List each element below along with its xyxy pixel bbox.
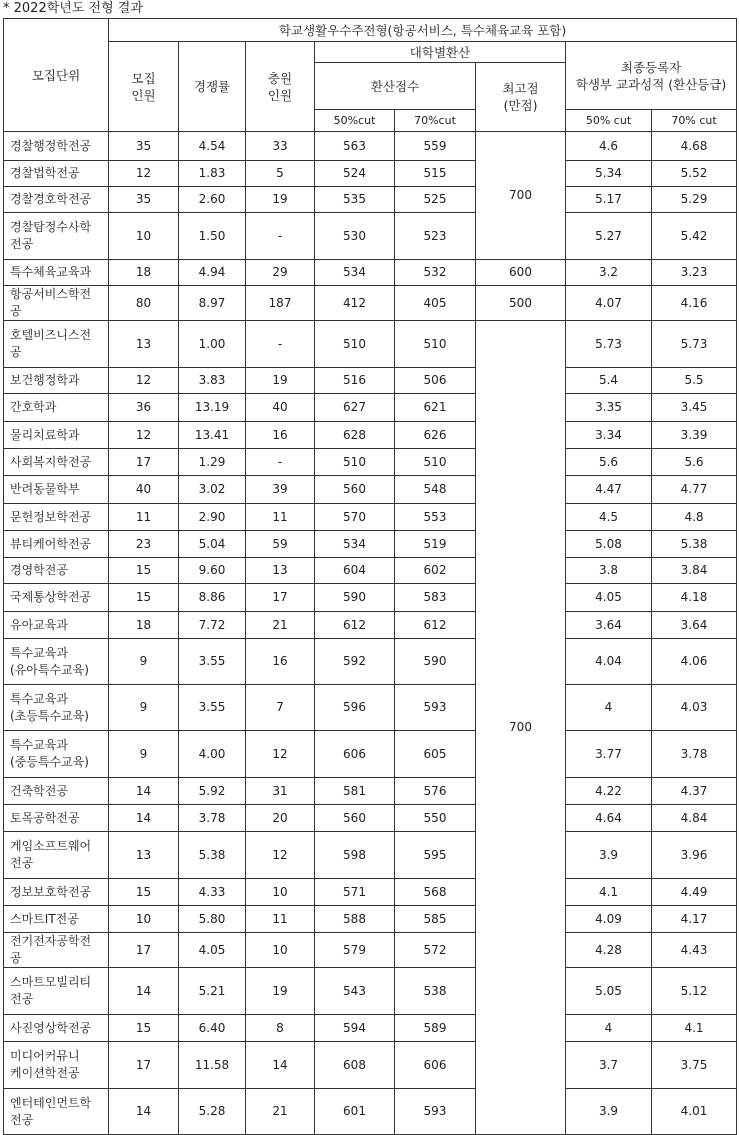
score-70-cell: 525 <box>395 187 476 213</box>
grade-70-cell: 3.78 <box>652 731 737 778</box>
table-row <box>4 731 737 778</box>
unit-name: 토목공학전공 <box>4 805 109 832</box>
score-50-cell: 601 <box>315 1089 395 1135</box>
table-header <box>4 19 737 132</box>
score-70-cell: 605 <box>395 731 476 778</box>
grade-70-cell: 5.12 <box>652 968 737 1015</box>
filled-cell: 40 <box>246 394 315 422</box>
unit-name: 특수교육과 (중등특수교육) <box>4 731 109 778</box>
quota-cell: 23 <box>109 531 179 558</box>
score-50-cell: 524 <box>315 161 395 187</box>
quota-cell: 10 <box>109 906 179 933</box>
header-conv-score: 환산점수 <box>315 63 476 110</box>
grade-70-cell: 5.6 <box>652 449 737 476</box>
grade-70-cell: 4.84 <box>652 805 737 832</box>
table-row <box>4 933 737 968</box>
rate-cell: 6.40 <box>179 1015 246 1042</box>
grade-50-cell: 4.05 <box>566 584 652 612</box>
grade-50-cell: 5.05 <box>566 968 652 1015</box>
table-row <box>4 394 737 422</box>
header-group: 학교생활우수주전형(항공서비스, 특수체육교육 포함) <box>109 19 737 42</box>
grade-70-cell: 5.38 <box>652 531 737 558</box>
grade-70-cell: 3.75 <box>652 1042 737 1089</box>
filled-cell: 19 <box>246 187 315 213</box>
unit-name: 전기전자공학전공 <box>4 933 109 968</box>
table-row <box>4 1042 737 1089</box>
unit-name: 건축학전공 <box>4 778 109 805</box>
quota-cell: 17 <box>109 1042 179 1089</box>
filled-cell: 59 <box>246 531 315 558</box>
quota-cell: 14 <box>109 805 179 832</box>
filled-cell: 10 <box>246 933 315 968</box>
unit-name: 게임소프트웨어전공 <box>4 832 109 879</box>
unit-name: 문헌정보학전공 <box>4 504 109 531</box>
grade-70-cell: 4.16 <box>652 286 737 321</box>
score-50-cell: 588 <box>315 906 395 933</box>
unit-name: 호텔비즈니스전공 <box>4 321 109 368</box>
grade-50-cell: 4.28 <box>566 933 652 968</box>
grade-50-cell: 5.17 <box>566 187 652 213</box>
rate-cell: 4.94 <box>179 260 246 286</box>
rate-cell: 1.00 <box>179 321 246 368</box>
grade-50-cell: 4.1 <box>566 879 652 906</box>
grade-70-cell: 4.68 <box>652 132 737 161</box>
rate-cell: 4.05 <box>179 933 246 968</box>
quota-cell: 10 <box>109 213 179 260</box>
score-70-cell: 606 <box>395 1042 476 1089</box>
grade-70-cell: 5.29 <box>652 187 737 213</box>
grade-70-cell: 5.42 <box>652 213 737 260</box>
table-row <box>4 558 737 584</box>
grade-50-cell: 3.9 <box>566 832 652 879</box>
quota-cell: 11 <box>109 504 179 531</box>
header-univ-conv: 대학별환산 <box>315 42 566 63</box>
score-50-cell: 571 <box>315 879 395 906</box>
quota-cell: 35 <box>109 132 179 161</box>
quota-cell: 35 <box>109 187 179 213</box>
unit-name: 반려동물학부 <box>4 476 109 504</box>
score-50-cell: 516 <box>315 368 395 394</box>
table-row <box>4 906 737 933</box>
quota-cell: 9 <box>109 639 179 685</box>
score-70-cell: 510 <box>395 321 476 368</box>
quota-cell: 18 <box>109 260 179 286</box>
score-50-cell: 543 <box>315 968 395 1015</box>
score-70-cell: 519 <box>395 531 476 558</box>
grade-50-cell: 4.64 <box>566 805 652 832</box>
rate-cell: 5.38 <box>179 832 246 879</box>
table-row <box>4 321 737 368</box>
table-row <box>4 968 737 1015</box>
rate-cell: 1.29 <box>179 449 246 476</box>
score-70-cell: 626 <box>395 422 476 449</box>
score-70-cell: 538 <box>395 968 476 1015</box>
rate-cell: 4.54 <box>179 132 246 161</box>
grade-50-cell: 4.04 <box>566 639 652 685</box>
score-50-cell: 627 <box>315 394 395 422</box>
table-row <box>4 422 737 449</box>
score-70-cell: 548 <box>395 476 476 504</box>
quota-cell: 15 <box>109 879 179 906</box>
rate-cell: 3.83 <box>179 368 246 394</box>
unit-name: 유아교육과 <box>4 612 109 639</box>
rate-cell: 8.97 <box>179 286 246 321</box>
grade-50-cell: 5.4 <box>566 368 652 394</box>
grade-50-cell: 3.7 <box>566 1042 652 1089</box>
unit-name: 특수체육교육과 <box>4 260 109 286</box>
score-70-cell: 576 <box>395 778 476 805</box>
table-row <box>4 879 737 906</box>
score-50-cell: 594 <box>315 1015 395 1042</box>
grade-70-cell: 3.23 <box>652 260 737 286</box>
filled-cell: - <box>246 213 315 260</box>
table-row <box>4 161 737 187</box>
unit-name: 국제통상학전공 <box>4 584 109 612</box>
table-row <box>4 639 737 685</box>
table-row <box>4 132 737 161</box>
rate-cell: 2.60 <box>179 187 246 213</box>
score-70-cell: 515 <box>395 161 476 187</box>
quota-cell: 36 <box>109 394 179 422</box>
score-50-cell: 570 <box>315 504 395 531</box>
score-70-cell: 550 <box>395 805 476 832</box>
quota-cell: 18 <box>109 612 179 639</box>
unit-name: 특수교육과 (유아특수교육) <box>4 639 109 685</box>
quota-cell: 15 <box>109 558 179 584</box>
table-row <box>4 286 737 321</box>
table-row <box>4 213 737 260</box>
header-filled: 충원 인원 <box>246 42 315 132</box>
filled-cell: 14 <box>246 1042 315 1089</box>
header-unit: 모집단위 <box>4 19 109 132</box>
quota-cell: 14 <box>109 778 179 805</box>
rate-cell: 5.28 <box>179 1089 246 1135</box>
grade-70-cell: 4.17 <box>652 906 737 933</box>
score-50-cell: 592 <box>315 639 395 685</box>
filled-cell: 20 <box>246 805 315 832</box>
quota-cell: 12 <box>109 368 179 394</box>
score-70-cell: 593 <box>395 685 476 731</box>
filled-cell: 13 <box>246 558 315 584</box>
table-row <box>4 187 737 213</box>
max-score-cell: 700 <box>476 132 566 260</box>
unit-name: 사진영상학전공 <box>4 1015 109 1042</box>
score-50-cell: 510 <box>315 321 395 368</box>
table-row <box>4 1089 737 1135</box>
filled-cell: 21 <box>246 1089 315 1135</box>
score-70-cell: 585 <box>395 906 476 933</box>
grade-50-cell: 4.22 <box>566 778 652 805</box>
table-row <box>4 260 737 286</box>
grade-70-cell: 4.8 <box>652 504 737 531</box>
score-50-cell: 534 <box>315 260 395 286</box>
unit-name: 스마트IT전공 <box>4 906 109 933</box>
rate-cell: 4.00 <box>179 731 246 778</box>
quota-cell: 13 <box>109 832 179 879</box>
quota-cell: 80 <box>109 286 179 321</box>
unit-name: 엔터테인먼트학전공 <box>4 1089 109 1135</box>
rate-cell: 3.55 <box>179 685 246 731</box>
rate-cell: 11.58 <box>179 1042 246 1089</box>
filled-cell: - <box>246 449 315 476</box>
score-70-cell: 523 <box>395 213 476 260</box>
score-70-cell: 602 <box>395 558 476 584</box>
score-70-cell: 405 <box>395 286 476 321</box>
filled-cell: 187 <box>246 286 315 321</box>
table-row <box>4 449 737 476</box>
grade-50-cell: 4.5 <box>566 504 652 531</box>
score-70-cell: 532 <box>395 260 476 286</box>
score-50-cell: 598 <box>315 832 395 879</box>
header-grade50: 50% cut <box>566 110 652 132</box>
unit-name: 경찰행정학전공 <box>4 132 109 161</box>
quota-cell: 14 <box>109 1089 179 1135</box>
grade-50-cell: 4.09 <box>566 906 652 933</box>
filled-cell: 12 <box>246 731 315 778</box>
grade-50-cell: 3.8 <box>566 558 652 584</box>
filled-cell: 17 <box>246 584 315 612</box>
filled-cell: 5 <box>246 161 315 187</box>
filled-cell: 16 <box>246 639 315 685</box>
score-70-cell: 583 <box>395 584 476 612</box>
unit-name: 경찰법학전공 <box>4 161 109 187</box>
rate-cell: 3.02 <box>179 476 246 504</box>
score-70-cell: 593 <box>395 1089 476 1135</box>
score-50-cell: 510 <box>315 449 395 476</box>
filled-cell: 31 <box>246 778 315 805</box>
grade-70-cell: 4.77 <box>652 476 737 504</box>
score-70-cell: 572 <box>395 933 476 968</box>
score-50-cell: 608 <box>315 1042 395 1089</box>
grade-70-cell: 4.03 <box>652 685 737 731</box>
filled-cell: 39 <box>246 476 315 504</box>
score-70-cell: 612 <box>395 612 476 639</box>
filled-cell: 8 <box>246 1015 315 1042</box>
grade-50-cell: 4.07 <box>566 286 652 321</box>
header-cut50: 50%cut <box>315 110 395 132</box>
quota-cell: 9 <box>109 685 179 731</box>
unit-name: 정보보호학전공 <box>4 879 109 906</box>
score-50-cell: 560 <box>315 805 395 832</box>
score-70-cell: 590 <box>395 639 476 685</box>
score-50-cell: 560 <box>315 476 395 504</box>
score-70-cell: 506 <box>395 368 476 394</box>
filled-cell: 29 <box>246 260 315 286</box>
score-50-cell: 530 <box>315 213 395 260</box>
filled-cell: 11 <box>246 504 315 531</box>
rate-cell: 4.33 <box>179 879 246 906</box>
header-cut70: 70%cut <box>395 110 476 132</box>
table-row <box>4 504 737 531</box>
rate-cell: 5.04 <box>179 531 246 558</box>
grade-50-cell: 3.77 <box>566 731 652 778</box>
header-grade70: 70% cut <box>652 110 737 132</box>
filled-cell: 33 <box>246 132 315 161</box>
score-70-cell: 595 <box>395 832 476 879</box>
score-50-cell: 412 <box>315 286 395 321</box>
rate-cell: 7.72 <box>179 612 246 639</box>
table-row <box>4 612 737 639</box>
grade-50-cell: 3.34 <box>566 422 652 449</box>
score-70-cell: 510 <box>395 449 476 476</box>
rate-cell: 3.55 <box>179 639 246 685</box>
grade-70-cell: 5.5 <box>652 368 737 394</box>
score-50-cell: 535 <box>315 187 395 213</box>
filled-cell: 7 <box>246 685 315 731</box>
grade-70-cell: 3.64 <box>652 612 737 639</box>
rate-cell: 1.83 <box>179 161 246 187</box>
max-score-cell: 700 <box>476 321 566 1135</box>
header-competition: 경쟁률 <box>179 42 246 132</box>
grade-70-cell: 5.73 <box>652 321 737 368</box>
quota-cell: 9 <box>109 731 179 778</box>
quota-cell: 17 <box>109 449 179 476</box>
table-caption: * 2022학년도 전형 결과 <box>3 1 143 16</box>
grade-70-cell: 4.1 <box>652 1015 737 1042</box>
rate-cell: 13.41 <box>179 422 246 449</box>
table-row <box>4 531 737 558</box>
unit-name: 경찰경호학전공 <box>4 187 109 213</box>
rate-cell: 5.92 <box>179 778 246 805</box>
grade-50-cell: 4.6 <box>566 132 652 161</box>
quota-cell: 14 <box>109 968 179 1015</box>
grade-70-cell: 5.52 <box>652 161 737 187</box>
grade-50-cell: 5.27 <box>566 213 652 260</box>
grade-70-cell: 3.84 <box>652 558 737 584</box>
filled-cell: 19 <box>246 368 315 394</box>
rate-cell: 8.86 <box>179 584 246 612</box>
score-70-cell: 589 <box>395 1015 476 1042</box>
rate-cell: 5.21 <box>179 968 246 1015</box>
filled-cell: 10 <box>246 879 315 906</box>
score-50-cell: 628 <box>315 422 395 449</box>
unit-name: 뷰티케어학전공 <box>4 531 109 558</box>
filled-cell: 11 <box>246 906 315 933</box>
table-row <box>4 832 737 879</box>
quota-cell: 40 <box>109 476 179 504</box>
quota-cell: 12 <box>109 161 179 187</box>
grade-50-cell: 5.08 <box>566 531 652 558</box>
table-row <box>4 1015 737 1042</box>
score-70-cell: 559 <box>395 132 476 161</box>
filled-cell: - <box>246 321 315 368</box>
unit-name: 간호학과 <box>4 394 109 422</box>
score-50-cell: 534 <box>315 531 395 558</box>
filled-cell: 16 <box>246 422 315 449</box>
header-quota: 모집 인원 <box>109 42 179 132</box>
table-row <box>4 476 737 504</box>
quota-cell: 13 <box>109 321 179 368</box>
score-50-cell: 563 <box>315 132 395 161</box>
grade-50-cell: 4 <box>566 1015 652 1042</box>
rate-cell: 5.80 <box>179 906 246 933</box>
filled-cell: 19 <box>246 968 315 1015</box>
grade-50-cell: 5.6 <box>566 449 652 476</box>
grade-50-cell: 5.73 <box>566 321 652 368</box>
table-row <box>4 805 737 832</box>
grade-50-cell: 3.2 <box>566 260 652 286</box>
unit-name: 보건행정학과 <box>4 368 109 394</box>
score-50-cell: 604 <box>315 558 395 584</box>
admission-results-table <box>3 18 737 1135</box>
rate-cell: 13.19 <box>179 394 246 422</box>
grade-50-cell: 3.9 <box>566 1089 652 1135</box>
quota-cell: 17 <box>109 933 179 968</box>
table-row <box>4 685 737 731</box>
rate-cell: 3.78 <box>179 805 246 832</box>
rate-cell: 9.60 <box>179 558 246 584</box>
score-50-cell: 612 <box>315 612 395 639</box>
grade-50-cell: 4 <box>566 685 652 731</box>
unit-name: 항공서비스학전공 <box>4 286 109 321</box>
quota-cell: 15 <box>109 1015 179 1042</box>
grade-70-cell: 4.43 <box>652 933 737 968</box>
header-max-score: 최고점 (만점) <box>476 63 566 132</box>
score-70-cell: 621 <box>395 394 476 422</box>
grade-50-cell: 3.64 <box>566 612 652 639</box>
grade-70-cell: 4.37 <box>652 778 737 805</box>
grade-50-cell: 5.34 <box>566 161 652 187</box>
max-score-cell: 600 <box>476 260 566 286</box>
rate-cell: 2.90 <box>179 504 246 531</box>
unit-name: 스마트모빌리티전공 <box>4 968 109 1015</box>
unit-name: 경찰탐정수사학전공 <box>4 213 109 260</box>
score-50-cell: 606 <box>315 731 395 778</box>
max-score-cell: 500 <box>476 286 566 321</box>
quota-cell: 15 <box>109 584 179 612</box>
score-50-cell: 581 <box>315 778 395 805</box>
unit-name: 특수교육과 (초등특수교육) <box>4 685 109 731</box>
score-50-cell: 596 <box>315 685 395 731</box>
grade-50-cell: 3.35 <box>566 394 652 422</box>
table-row <box>4 778 737 805</box>
grade-70-cell: 4.06 <box>652 639 737 685</box>
score-50-cell: 579 <box>315 933 395 968</box>
filled-cell: 12 <box>246 832 315 879</box>
unit-name: 미디어커뮤니 케이션학전공 <box>4 1042 109 1089</box>
quota-cell: 12 <box>109 422 179 449</box>
unit-name: 경영학전공 <box>4 558 109 584</box>
table-body <box>4 132 737 1135</box>
score-70-cell: 553 <box>395 504 476 531</box>
grade-70-cell: 4.01 <box>652 1089 737 1135</box>
filled-cell: 21 <box>246 612 315 639</box>
table-row <box>4 368 737 394</box>
grade-70-cell: 4.18 <box>652 584 737 612</box>
rate-cell: 1.50 <box>179 213 246 260</box>
unit-name: 사회복지학전공 <box>4 449 109 476</box>
grade-70-cell: 3.45 <box>652 394 737 422</box>
grade-70-cell: 4.49 <box>652 879 737 906</box>
grade-50-cell: 4.47 <box>566 476 652 504</box>
unit-name: 물리치료학과 <box>4 422 109 449</box>
grade-70-cell: 3.39 <box>652 422 737 449</box>
header-final-reg: 최종등록자 학생부 교과성적 (환산등급) <box>566 42 737 110</box>
score-50-cell: 590 <box>315 584 395 612</box>
grade-70-cell: 3.96 <box>652 832 737 879</box>
table-row <box>4 584 737 612</box>
score-70-cell: 568 <box>395 879 476 906</box>
